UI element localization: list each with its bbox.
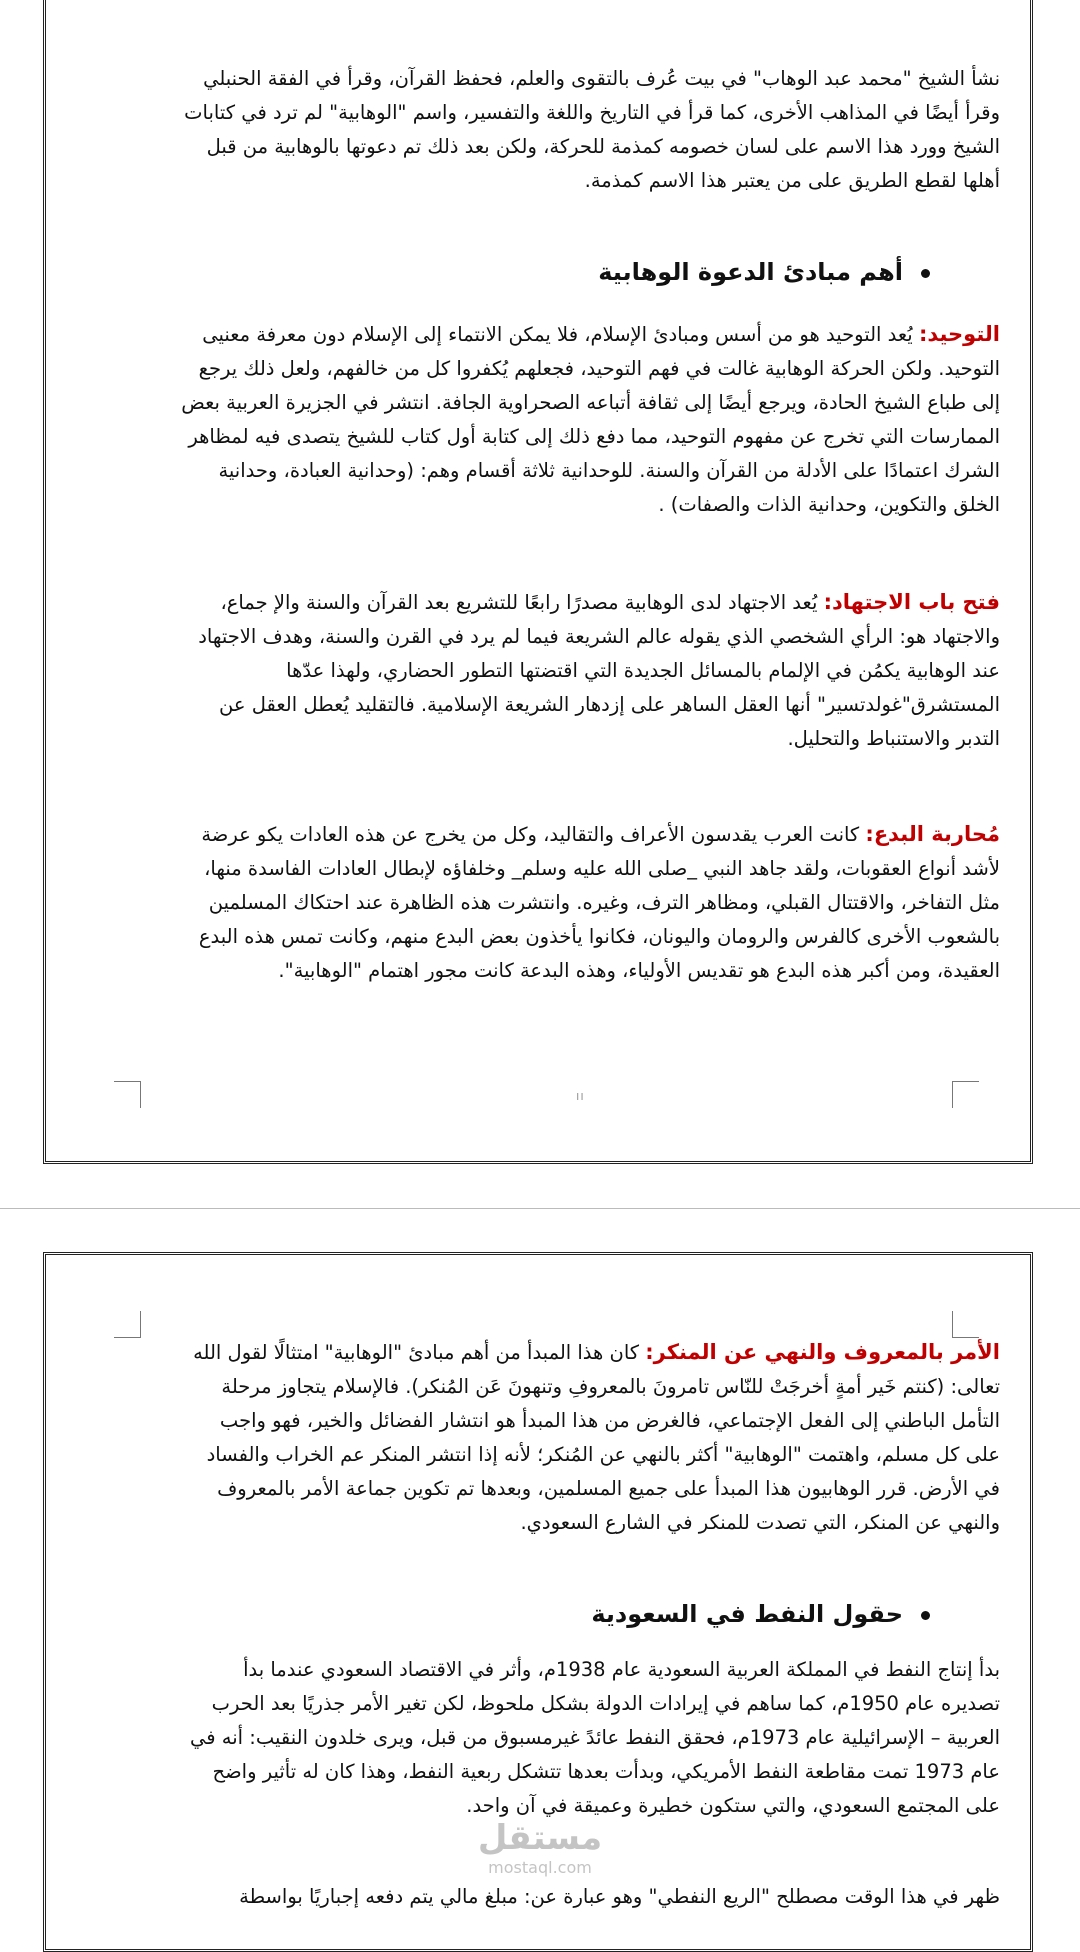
- bidaa-paragraph: [180, 817, 1000, 988]
- amr-text: كان هذا المبدأ من أهم مبادئ "الوهابية" امتثالًا لقول الله تعالى: (كنتم خَير أمةٍ أخرجَتْ للنّاس تامرونَ بالمعروفِ وتنهونَ عَن المُنكر). فالإسلام يتجاوز مرحلة التأمل الباطني إلى الفعل الإجتماعي، فالغرض من هذا المبدأ هو انتشار الفضائل والخير، فهو واجب على كل مسلم، واهتمت "الوهابية" أكثر بالنهي عن المُنكر؛ لأنه إذا انتشر المنكر عم الخراب والفساد في الأرض. قرر الوهابيون هذا المبدأ على جميع المسلمين، وبعدها تم تكوين جماعة الأمر بالمعروف والنهي عن المنكر، التي تصدت للمنكر في الشارع السعودي.: [193, 1341, 1000, 1534]
- bullet-icon: [921, 1611, 930, 1620]
- ijtihad-term: فتح باب الاجتهاد:: [823, 590, 1000, 614]
- tawhid-term: التوحيد:: [918, 322, 1000, 346]
- ijtihad-paragraph: [180, 585, 1000, 756]
- oil-paragraph: بدأ إنتاج النفط في المملكة العربية السعودية عام 1938م، وأثر في الاقتصاد السعودي عندما بدأ تصديره عام 1950م، كما ساهم في إيرادات الدولة بشكل ملحوظ، لكن تغير الأمر جذريًا بعد الحرب العربية – الإسرائيلية عام 1973م، فحقق النفط عائدً غيرمسبوق من قبل، ويرى خلدون النقيب: أنه في عام 1973 تمت مقاطعة النفط الأمريكي، وبدأت بعدها تتشكل ربعية النفط، وهذا كان له تأثير واضح على المجتمع السعودي، والتي ستكون خطيرة وعميقة في آن واحد.: [190, 1658, 1000, 1817]
- amr-term: الأمر بالمعروف والنهي عن المنكر:: [645, 1340, 1000, 1364]
- heading-text: حقول النفط في السعودية: [591, 1600, 903, 1628]
- bidaa-text: كانت العرب يقدسون الأعراف والتقاليد، وكل من يخرج عن هذه العادات يكو عرضة لأشد أنواع العقوبات، ولقد جاهد النبي _صلى الله عليه وسلم_ وخلفاؤه لإبطال العادات الفاسدة منها، مثل التفاخر، والاقتتال القبلي، ومظاهر الترف، وغيره. وانتشرت هذه الظاهرة عند احتكاك المسلمين بالشعوب الأخرى كالفرس والرومان واليونان، فكانوا يأخذون بعض البدع منهم، وكانت تمس هذه البدع العقيدة، ومن أكبر هذه البدع هو تقديس الأولياء، وهذه البدعة كانت مجور اهتمام "الوهابية".: [198, 823, 1000, 982]
- crop-mark-top-left: [114, 1311, 141, 1338]
- crop-mark-top-right: [952, 1311, 979, 1338]
- bullet-icon: [921, 269, 930, 278]
- tawhid-paragraph: [180, 317, 1000, 522]
- crop-mark-bottom-right: [952, 1081, 979, 1108]
- watermark-logo: [0, 1818, 1080, 1878]
- tawhid-text: يُعد التوحيد هو من أسس ومبادئ الإسلام، فلا يمكن الانتماء إلى الإسلام دون معرفة معنيى التوحيد. ولكن الحركة الوهابية غالت في فهم التوحيد، فجعلهم يُكفروا كل من خالفهم، ولعل ذلك يرجع إلى طباع الشيخ الحادة، ويرجع أيضًا إلى ثقافة أتباعه الصحراوية الجافة. انتشر في الجزيرة العربية بعض الممارسات التي تخرج عن مفهوم التوحيد، مما دفع ذلك إلى كتابة أول كتاب للشيخ يتصدى فيه لمظاهر الشرك اعتمادًا على الأدلة من القرآن والسنة. للوحدانية ثلاثة أقسام وهم: (وحدانية العبادة، وحدانية الخلق والتكوين، وحدانية الذات والصفات) .: [181, 323, 1000, 516]
- page-separator: [0, 1208, 1080, 1209]
- crop-mark-bottom-left: [114, 1081, 141, 1108]
- rent-paragraph: ظهر في هذا الوقت مصطلح "الريع النفطي" وهو عبارة عن: مبلغ مالي يتم دفعه إجباريًا بواسطة: [239, 1885, 1000, 1908]
- section-heading-oil: [591, 1600, 930, 1628]
- intro-paragraph: نشأ الشيخ "محمد عبد الوهاب" في بيت عُرف بالتقوى والعلم، فحفظ القرآن، وقرأ في الفقة الحنبلي وقرأ أيضًا في المذاهب الأخرى، كما قرأ في التاريخ واللغة والتفسير، واسم "الوهابية" لم ترد في كتابات الشيخ وورد هذا الاسم على لسان خصومه كمذمة للحركة، ولكن بعد ذلك تم دعوتها بالوهابية من قبل أهلها لقطع الطريق على من يعتبر هذا الاسم كمذمة.: [184, 67, 1000, 192]
- heading-text: أهم مبادئ الدعوة الوهابية: [598, 258, 903, 286]
- page-marker: ıı: [576, 1089, 585, 1103]
- section-heading-principles: [598, 258, 930, 286]
- amr-paragraph: [180, 1335, 1000, 1540]
- watermark-latin: mostaql.com: [488, 1858, 592, 1877]
- ijtihad-text: يُعد الاجتهاد لدى الوهابية مصدرًا رابعًا للتشريع بعد القرآن والسنة والإ جماع، والاجتهاد هو: الرأي الشخصي الذي يقوله عالم الشريعة فيما لم يرد في القرن والسنة، وهدف الاجتهاد عند الوهابية يكمُن في الإلمام بالمسائل الجديدة التي اقتضتها التطور الحضاري، ولهذا عدّها المستشرق"غولدتسير" أنها العقل الساهر على إزدهار الشريعة الإسلامية. فالتقليد يُعطل العقل عن التدبر والاستنباط والتحليل.: [198, 591, 1000, 750]
- bidaa-term: مُحاربة البدع:: [865, 822, 1000, 846]
- watermark-arabic: مستقل: [477, 1818, 603, 1858]
